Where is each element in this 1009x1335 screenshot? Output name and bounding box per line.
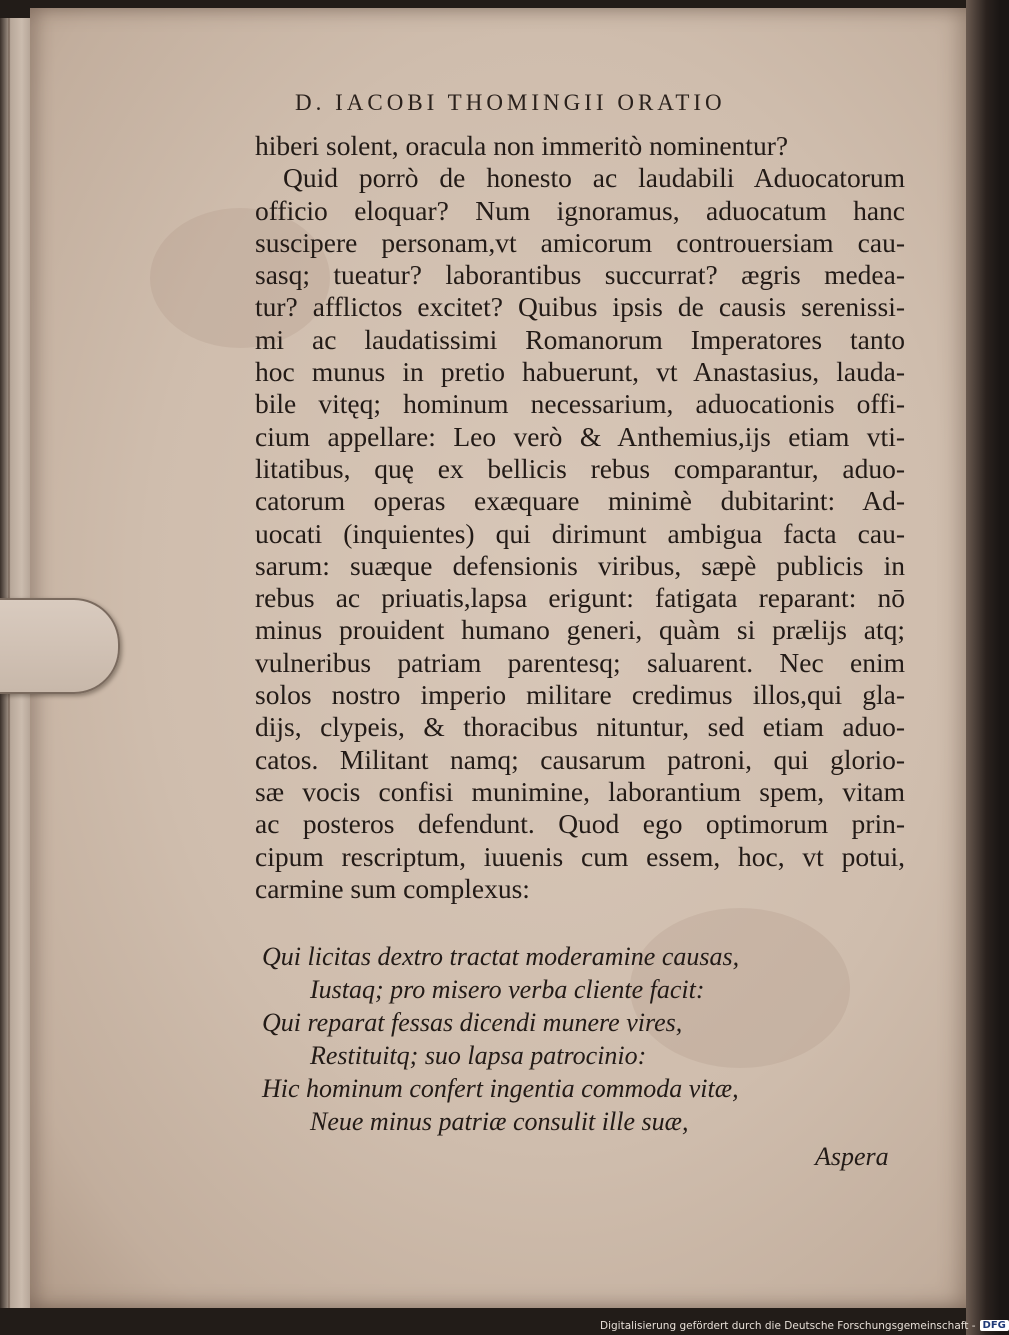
text-line: sasq; tueatur? laborantibus succurrat? ægris medea- (255, 259, 905, 291)
verse-line: Iustaq; pro misero verba cliente facit: (310, 975, 705, 1004)
text-line: sarum: suæque defensionis viribus, sæpè publicis in (255, 549, 905, 581)
text-line: minus prouident humano generi, quàm si prælijs atq; (255, 614, 905, 646)
text-line: suscipere personam,vt amicorum controuersiam cau- (255, 226, 905, 258)
text-line: cipum rescriptum, iuuenis cum essem, hoc, vt potui, (255, 840, 905, 872)
verse-line: Hic hominum confert ingentia commoda vitæ, (262, 1074, 739, 1103)
text-line: officio eloquar? Num ignoramus, aduocatum hanc (255, 194, 905, 226)
verse-line: Qui reparat fessas dicendi munere vires, (262, 1008, 683, 1037)
text-line: carmine sum complexus: (255, 872, 530, 904)
body-text (255, 130, 905, 905)
text-line: uocati (inquientes) qui dirimunt ambigua facta cau- (255, 517, 905, 549)
verse-line: Restituitq; suo lapsa patrocinio: (310, 1041, 647, 1070)
text-line: rebus ac priuatis,lapsa erigunt: fatigata reparant: nō (255, 582, 905, 614)
text-line: tur? afflictos excitet? Quibus ipsis de causis serenissi- (255, 291, 905, 323)
verse-block (262, 940, 912, 1138)
catchword: Aspera (815, 1142, 889, 1171)
text-line: cium appellare: Leo verò & Anthemius,ijs etiam vti- (255, 420, 905, 452)
running-head: D. IACOBI THOMINGII ORATIO (295, 90, 726, 115)
footer-text: Digitalisierung gefördert durch die Deutsche Forschungsgemeinschaft - (600, 1319, 976, 1332)
text-line: vulneribus patriam parentesq; saluarent. Nec enim (255, 646, 905, 678)
text-line: hoc munus in pretio habuerunt, vt Anastasius, lauda- (255, 356, 905, 388)
text-line: dijs, clypeis, & thoracibus nituntur, sed etiam aduo- (255, 711, 905, 743)
text-line: catorum operas exæquare minimè dubitarint: Ad- (255, 485, 905, 517)
text-line: Quid porrò de honesto ac laudabili Aduocatorum (283, 162, 905, 194)
verse-line: Qui licitas dextro tractat moderamine causas, (262, 942, 740, 971)
text-line: bile vitęq; hominum necessarium, aduocationis offi- (255, 388, 905, 420)
dfg-logo-icon: DFG (980, 1320, 1009, 1331)
text-line: litatibus, quę ex bellicis rebus comparantur, aduo- (255, 452, 905, 484)
verse-line: Neue minus patriæ consulit ille suæ, (310, 1107, 689, 1136)
text-line: ac posteros defendunt. Quod ego optimorum prin- (255, 808, 905, 840)
bookmark-tab (0, 598, 120, 694)
text-line: catos. Militant namq; causarum patroni, qui glorio- (255, 743, 905, 775)
text-line: mi ac laudatissimi Romanorum Imperatores tanto (255, 323, 905, 355)
digitization-footer (600, 1316, 1009, 1335)
text-line: solos nostro imperio militare credimus illos,qui gla- (255, 679, 905, 711)
text-line: hiberi solent, oracula non immeritò nominentur? (255, 130, 789, 161)
right-page-edge (966, 0, 1000, 1335)
text-line: sæ vocis confisi munimine, laborantium spem, vitam (255, 775, 905, 807)
